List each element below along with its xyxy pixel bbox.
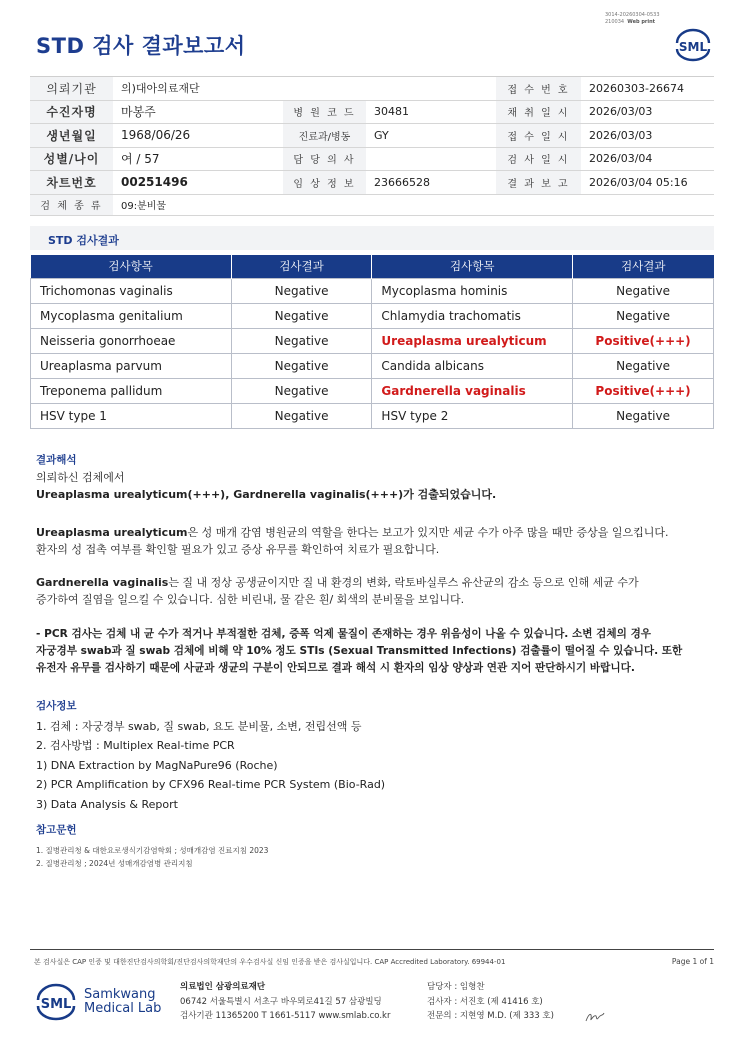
print-code	[605, 12, 660, 26]
test-name: Neisseria gonorrhoeae	[31, 328, 232, 353]
test-name: Ureaplasma parvum	[31, 353, 232, 378]
test-name: Trichomonas vaginalis	[31, 278, 232, 303]
sml-bottom-logo-text: SML	[40, 997, 72, 1012]
sml-logo-text: SML	[678, 40, 708, 54]
footer-divider	[30, 949, 714, 950]
test-name: Chlamydia trachomatis	[372, 303, 573, 328]
dept-label: 진료과/병동	[283, 124, 366, 148]
test-name: Treponema pallidum	[31, 378, 232, 403]
test-name: HSV type 2	[372, 403, 573, 428]
staff-info	[427, 980, 554, 1024]
gardnerella-term: Gardnerella vaginalis	[36, 576, 169, 589]
sml-bottom-logo-icon	[34, 982, 78, 1022]
birth-label: 생년월일	[30, 124, 113, 148]
references-title: 참고문헌	[36, 824, 77, 836]
hospital-code-label: 병 원 코 드	[283, 100, 366, 124]
test-name-positive: Ureaplasma urealyticum	[372, 328, 573, 353]
page-number: Page 1 of 1	[671, 957, 714, 966]
interpretation-title: 결과해석	[36, 454, 77, 466]
brand-name	[84, 988, 161, 1016]
results-section-title: STD 검사결과	[48, 234, 119, 247]
pcr-note-line2: 자궁경부 swab과 질 swab 검체에 비해 약 10% 정도 STIs (Sexual Transmitted Infections) 검출률이 떨어질 수 있습니다. 또한	[36, 645, 683, 657]
ureaplasma-description-line2: 환자의 성 접촉 여부를 확인할 필요가 있고 증상 유무를 확인하여 치료가 필요합니다.	[36, 543, 440, 556]
patient-info-table	[30, 76, 714, 216]
print-code-line2: 210034	[605, 19, 625, 25]
interpretation-intro	[36, 452, 496, 503]
test-result: Negative	[231, 353, 372, 378]
table-row	[31, 328, 714, 353]
patient-label: 수진자명	[30, 100, 113, 124]
signature-icon	[584, 1010, 606, 1024]
results-section-header	[30, 226, 714, 250]
organization-info	[180, 980, 390, 1024]
table-row	[31, 278, 714, 303]
receipt-no-value: 20260303-26674	[581, 77, 714, 101]
sex-age-value: 여 / 57	[113, 147, 283, 171]
test-name: Candida albicans	[372, 353, 573, 378]
test-name: Mycoplasma hominis	[372, 278, 573, 303]
staff-specialist: 전문의 : 지현영 M.D. (제 333 호)	[427, 1011, 554, 1021]
sex-age-label: 성별/나이	[30, 147, 113, 171]
birth-value: 1968/06/26	[113, 124, 283, 148]
references-title-wrap	[36, 822, 77, 839]
pcr-note-line3: 유전자 유무를 검사하기 때문에 사균과 생균의 구분이 안되므로 결과 해석 시 환자의 임상 양상과 연관 지어 판단하시기 바랍니다.	[36, 662, 635, 674]
report-date-value: 2026/03/04 05:16	[581, 171, 714, 195]
report-date-label: 결 과 보 고	[496, 171, 581, 195]
ureaplasma-description: 은 성 매개 감염 병원균의 역할을 한다는 보고가 있지만 세균 수가 아주 많을 때만 증상을 일으킵니다.	[187, 526, 669, 539]
organization-address: 06742 서울특별시 서초구 바우뫼로41길 57 삼광빌딩	[180, 996, 382, 1007]
organization-name: 의료법인 삼광의료재단	[180, 982, 266, 992]
test-result: Negative	[573, 303, 714, 328]
doctor-value	[366, 147, 496, 171]
test-result: Negative	[573, 403, 714, 428]
staff-manager: 담당자 : 임형찬	[427, 982, 485, 992]
test-date-label: 검 사 일 시	[496, 147, 581, 171]
client-value: 의)대아의료재단	[113, 77, 496, 101]
test-result: Negative	[231, 303, 372, 328]
clinical-value: 23666528	[366, 171, 496, 195]
test-result-positive: Positive(+++)	[573, 328, 714, 353]
test-info-line: 2) PCR Amplification by CFX96 Real-time PCR System (Bio-Rad)	[36, 778, 386, 791]
results-header-item-left: 검사항목	[31, 255, 232, 278]
staff-tester: 검사자 : 서진호 (제 41416 호)	[427, 996, 543, 1007]
brand-line2: Medical Lab	[84, 1001, 162, 1016]
references-list	[36, 844, 268, 870]
test-date-value: 2026/03/04	[581, 147, 714, 171]
footer-accreditation-note: 본 검사실은 CAP 인증 및 대한진단검사의학회/진단검사의학재단의 우수검사실 신임 인증을 받은 검사실입니다. CAP Accredited Laboratory. 69944-01	[34, 958, 506, 966]
collect-date-label: 채 취 일 시	[496, 100, 581, 124]
test-result: Negative	[573, 353, 714, 378]
dept-value: GY	[366, 124, 496, 148]
results-header-item-right: 검사항목	[372, 255, 573, 278]
table-row	[31, 378, 714, 403]
interpretation-paragraph-ureaplasma	[36, 524, 668, 558]
page-title: STD 검사 결과보고서	[36, 34, 246, 58]
interpretation-paragraph-gardnerella	[36, 574, 639, 608]
interpretation-intro-line1: 의뢰하신 검체에서	[36, 471, 125, 484]
test-info-line: 1. 검체 : 자궁경부 swab, 질 swab, 요도 분비물, 소변, 전립선액 등	[36, 719, 362, 733]
gardnerella-description-line2: 증가하여 질염을 일으킬 수 있습니다. 심한 비린내, 물 같은 흰/ 회색의 분비물을 보입니다.	[36, 593, 465, 606]
pcr-note-line1: - PCR 검사는 검체 내 균 수가 적거나 부적절한 검체, 증폭 억제 물질이 존재하는 경우 위음성이 나올 수 있습니다. 소변 검체의 경우	[36, 628, 652, 640]
receipt-date-value: 2026/03/03	[581, 124, 714, 148]
print-code-line1: 3014-20260304-0533	[605, 12, 660, 18]
test-name-positive: Gardnerella vaginalis	[372, 378, 573, 403]
client-label: 의뢰기관	[30, 77, 113, 101]
test-result: Negative	[231, 278, 372, 303]
results-header-result-right: 검사결과	[573, 255, 714, 278]
brand-line1: Samkwang	[84, 987, 156, 1002]
test-result-positive: Positive(+++)	[573, 378, 714, 403]
results-header-result-left: 검사결과	[231, 255, 372, 278]
chart-no-label: 차트번호	[30, 171, 113, 195]
test-name: HSV type 1	[31, 403, 232, 428]
results-table	[30, 255, 714, 429]
test-info-line: 3) Data Analysis & Report	[36, 797, 178, 811]
test-result: Negative	[231, 328, 372, 353]
ureaplasma-term: Ureaplasma urealyticum	[36, 526, 188, 539]
table-row	[31, 303, 714, 328]
receipt-date-label: 접 수 일 시	[496, 124, 581, 148]
organization-contact: 검사기관 11365200 T 1661-5117 www.smlab.co.kr	[180, 1011, 391, 1021]
doctor-label: 담 당 의 사	[283, 147, 366, 171]
clinical-label: 임 상 정 보	[283, 171, 366, 195]
test-name: Mycoplasma genitalium	[31, 303, 232, 328]
test-info-section	[36, 697, 385, 814]
test-info-title: 검사정보	[36, 700, 77, 712]
patient-value: 마봉주	[113, 100, 283, 124]
hospital-code-value: 30481	[366, 100, 496, 124]
specimen-label: 검 체 종 류	[30, 194, 113, 215]
test-result: Negative	[231, 403, 372, 428]
test-result: Negative	[231, 378, 372, 403]
table-row	[31, 403, 714, 428]
interpretation-intro-line2: Ureaplasma urealyticum(+++), Gardnerella vaginalis(+++)가 검출되었습니다.	[36, 488, 497, 501]
reference-item: 1. 질병관리청 & 대한요로생식기감염학회 ; 성매개감염 진료지침 2023	[36, 846, 269, 855]
reference-item: 2. 질병관리청 ; 2024년 성매개감염병 관리지침	[36, 859, 193, 868]
test-result: Negative	[573, 278, 714, 303]
specimen-value: 09:분비물	[113, 194, 714, 215]
gardnerella-description: 는 질 내 정상 공생균이지만 질 내 환경의 변화, 락토바실루스 유산균의 감소 등으로 인해 세균 수가	[168, 576, 639, 589]
collect-date-value: 2026/03/03	[581, 100, 714, 124]
sml-logo-icon	[673, 28, 713, 62]
interpretation-pcr-note	[36, 626, 682, 677]
table-row	[31, 353, 714, 378]
chart-no-value: 00251496	[113, 171, 283, 195]
receipt-no-label: 접 수 번 호	[496, 77, 581, 101]
web-print-label: Web print	[627, 19, 656, 25]
test-info-line: 1) DNA Extraction by MagNaPure96 (Roche)	[36, 758, 278, 772]
test-info-line: 2. 검사방법 : Multiplex Real-time PCR	[36, 739, 235, 752]
